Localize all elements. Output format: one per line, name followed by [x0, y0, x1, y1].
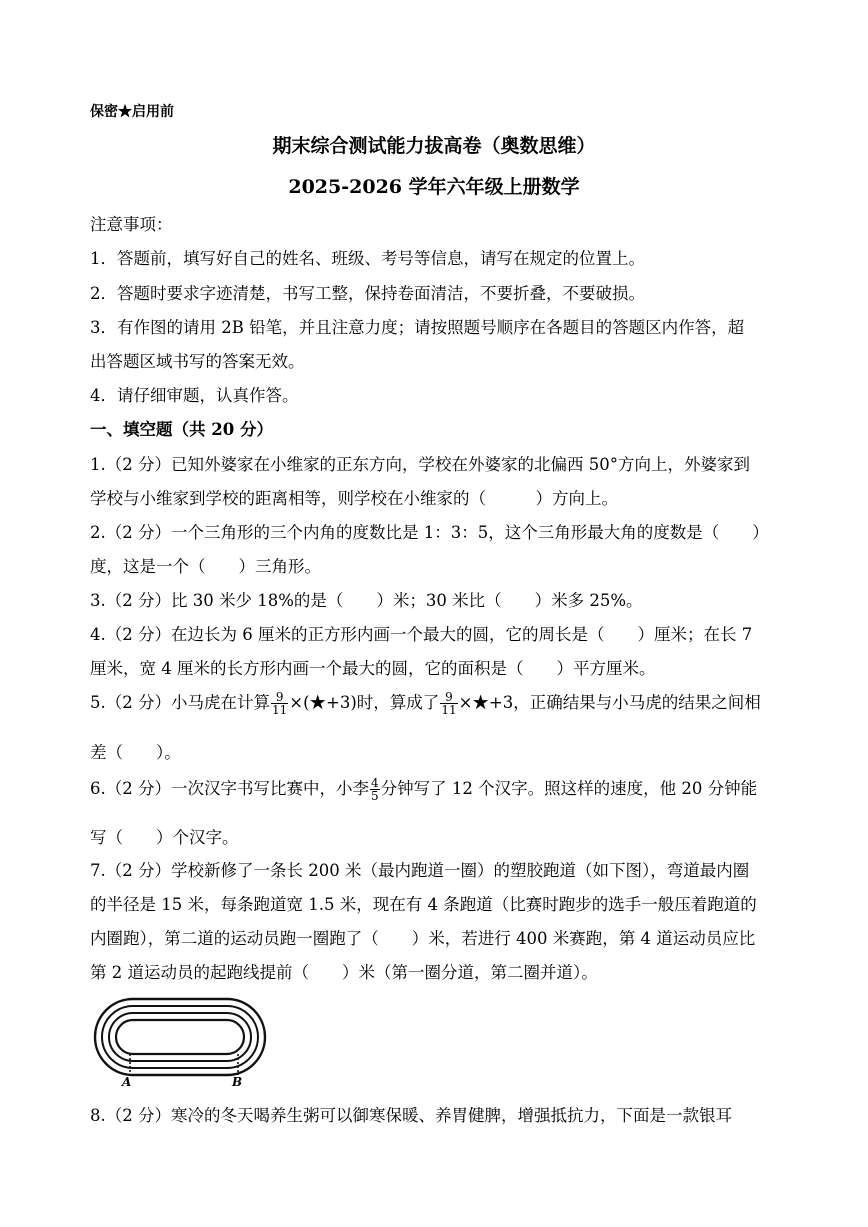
track-lane-outer: [95, 999, 265, 1075]
question-4-line-2: 厘米，宽 4 厘米的长方形内画一个最大的圆，它的面积是（ ）平方厘米。: [90, 659, 656, 678]
q6-text-b: 分钟写了 12 个汉字。照这样的速度，他 20 分钟能: [380, 779, 758, 798]
question-7-line-3: 内圈跑），第二道的运动员跑一圈跑了（ ）米，若进行 400 米赛跑，第 4 道运动员应比: [90, 929, 756, 948]
question-5-line-2: 差（ ）。: [90, 743, 181, 762]
question-4-line-1: 4.（2 分）在边长为 6 厘米的正方形内画一个最大的圆，它的周长是（ ）厘米；在长 7: [90, 625, 753, 644]
q5-fraction-1: $\frac{9}{11}$: [272, 690, 288, 717]
question-2-line-2: 度，这是一个（ ）三角形。: [90, 557, 321, 576]
note-item-1: 1．答题前，填写好自己的姓名、班级、考号等信息，请写在规定的位置上。: [90, 249, 645, 268]
question-6-line-1: [90, 775, 757, 802]
q5-text-b: ×(★+3)时，算成了: [289, 693, 440, 712]
note-item-2: 2．答题时要求字迹清楚，书写工整，保持卷面清洁，不要折叠，不要破损。: [90, 284, 645, 303]
section-heading: 一、填空题（共 20 分）: [90, 420, 273, 439]
track-lane-3: [102, 1006, 258, 1068]
question-8-line-1: 8.（2 分）寒冷的冬天喝养生粥可以御寒保暖、养胃健脾，增强抵抗力，下面是一款银耳: [90, 1106, 732, 1125]
question-6-line-2: 写（ ）个汉字。: [90, 828, 239, 847]
question-3-line-1: 3.（2 分）比 30 米少 18%的是（ ）米；30 米比（ ）米多 25%。: [90, 591, 643, 610]
notes-heading: 注意事项：: [90, 215, 173, 234]
secret-label: 保密★启用前: [90, 104, 174, 120]
q5-fraction-2: $\frac{9}{11}$: [441, 690, 457, 717]
q6-fraction: $\frac{4}{5}$: [371, 776, 379, 803]
question-5-line-1: [90, 689, 761, 716]
question-1-line-1: 1.（2 分）已知外婆家在小维家的正东方向，学校在外婆家的北偏西 50°方向上，外婆家到: [90, 455, 750, 474]
label-a: A: [122, 1075, 132, 1088]
question-1-line-2: 学校与小维家到学校的距离相等，则学校在小维家的（ ）方向上。: [90, 489, 618, 508]
question-7-line-2: 的半径是 15 米，每条跑道宽 1.5 米，现在有 4 条跑道（比赛时跑步的选手一般压着跑道的: [90, 895, 757, 914]
label-b: B: [232, 1075, 243, 1088]
question-7-line-1: 7.（2 分）学校新修了一条长 200 米（最内跑道一圈）的塑胶跑道（如下图），弯道最内圈: [90, 861, 750, 880]
exam-title: 期末综合测试能力拔高卷（奥数思维）: [272, 135, 596, 157]
exam-subtitle: 2025-2026 学年六年级上册数学: [288, 176, 580, 198]
note-item-3-cont: 出答题区域书写的答案无效。: [90, 352, 305, 371]
q6-text-a: 6.（2 分）一次汉字书写比赛中，小李: [90, 779, 369, 798]
question-7-line-4: 第 2 道运动员的起跑线提前（ ）米（第一圈分道，第二圈并道）。: [90, 963, 598, 982]
running-track-figure: [92, 996, 272, 1088]
note-item-4: 4．请仔细审题，认真作答。: [90, 386, 299, 405]
q5-text-a: 5.（2 分）小马虎在计算: [90, 693, 270, 712]
question-2-line-1: 2.（2 分）一个三角形的三个内角的度数比是 1：3：5，这个三角形最大角的度数是（ ）: [90, 523, 769, 542]
q5-text-c: ×★+3，正确结果与小马虎的结果之间相: [458, 693, 761, 712]
note-item-3: 3．有作图的请用 2B 铅笔，并且注意力度；请按照题号顺序在各题目的答题区内作答，超: [90, 318, 745, 337]
track-lane-inner: [116, 1020, 244, 1054]
